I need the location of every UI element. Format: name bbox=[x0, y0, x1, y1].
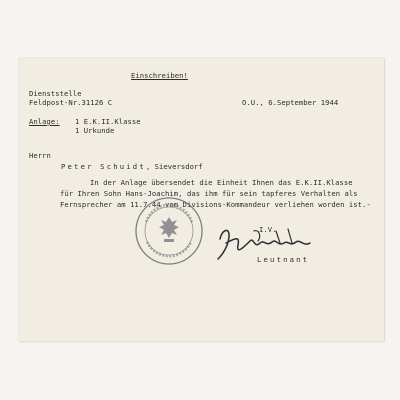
place-date: O.U., 6.September 1944 bbox=[242, 98, 339, 107]
body-line: In der Anlage übersendet die Einheit Ihnen das E.K.II.Klasse bbox=[90, 178, 353, 187]
letter-heading: Einschreiben! bbox=[131, 71, 188, 80]
field-post-number: Feldpost-Nr.31126 C bbox=[29, 98, 113, 107]
enclosure-label: Anlage: bbox=[29, 117, 60, 126]
recipient-name: Peter Schuidt bbox=[61, 162, 146, 171]
official-stamp-seal bbox=[133, 195, 205, 267]
enclosure-item: 1 E.K.II.Klasse bbox=[75, 117, 141, 126]
enclosure-item: 1 Urkunde bbox=[75, 126, 115, 135]
body-line: für Ihren Sohn Hans-Joachim, das ihm für sein tapferes Verhalten als bbox=[60, 189, 358, 198]
recipient-line bbox=[61, 162, 203, 171]
recipient-place: , Sieversdorf bbox=[145, 162, 203, 171]
signature-prefix: I.V. bbox=[259, 225, 277, 234]
body-line: Fernsprecher am 11.7.44 vom Divisions-Kommandeur verliehen worden ist.- bbox=[60, 200, 371, 209]
handwritten-signature bbox=[214, 225, 324, 265]
salutation: Herrn bbox=[29, 151, 51, 160]
signature-rank: Leutnant bbox=[257, 255, 310, 264]
office-label: Dienststelle bbox=[29, 89, 82, 98]
